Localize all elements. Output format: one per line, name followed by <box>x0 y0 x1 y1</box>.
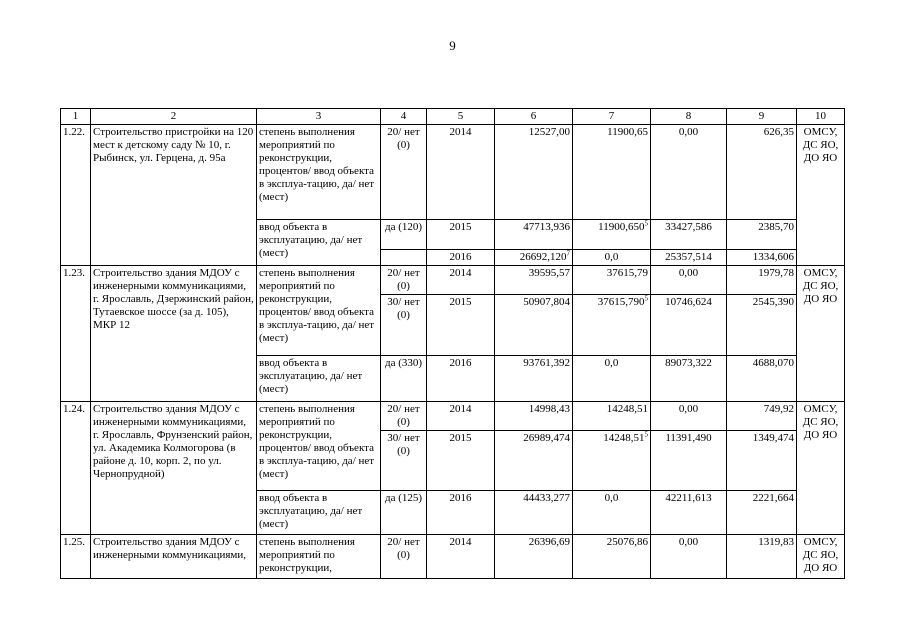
responsible-cell: ОМСУ, ДС ЯО, ДО ЯО <box>797 266 845 402</box>
total-cell: 12527,00 <box>495 125 573 220</box>
column-header: 10 <box>797 109 845 125</box>
indicator-value: 20/ нет (0) <box>381 402 427 431</box>
year-cell: 2014 <box>427 125 495 220</box>
item-name: Строительство здания МДОУ с инженерными коммуникациями, <box>91 535 257 579</box>
local-cell: 2545,390 <box>727 295 797 356</box>
column-header: 1 <box>61 109 91 125</box>
regional-cell: 0,00 <box>651 402 727 431</box>
indicator-value <box>381 250 427 266</box>
local-cell: 1979,78 <box>727 266 797 295</box>
indicator-text: степень выполнения мероприятий по реконструкции, процентов/ ввод объекта в эксплуа-тацию, да/ нет (мест) <box>257 402 381 491</box>
local-cell: 1319,83 <box>727 535 797 579</box>
indicator-value: 30/ нет (0) <box>381 295 427 356</box>
indicator-text: степень выполнения мероприятий по реконструкции, процентов/ ввод объекта в эксплуа-тацию, да/ нет (мест) <box>257 125 381 220</box>
local-cell: 749,92 <box>727 402 797 431</box>
federal-cell: 0,0 <box>573 491 651 535</box>
column-header: 4 <box>381 109 427 125</box>
indicator-text: ввод объекта в эксплуатацию, да/ нет (мест) <box>257 356 381 402</box>
regional-cell: 42211,613 <box>651 491 727 535</box>
regional-cell: 10746,624 <box>651 295 727 356</box>
column-header: 5 <box>427 109 495 125</box>
indicator-text: степень выполнения мероприятий по реконструкции, процентов/ ввод объекта в эксплуа-тацию, да/ нет (мест) <box>257 266 381 356</box>
year-cell: 2016 <box>427 491 495 535</box>
federal-cell: 11900,65 <box>573 125 651 220</box>
regional-cell: 89073,322 <box>651 356 727 402</box>
total-cell: 26692,120$^7$ <box>495 250 573 266</box>
indicator-value: 20/ нет (0) <box>381 266 427 295</box>
total-cell: 50907,804 <box>495 295 573 356</box>
federal-cell: 11900,650$^5$ <box>573 220 651 250</box>
regional-cell: 0,00 <box>651 535 727 579</box>
regional-cell: 0,00 <box>651 266 727 295</box>
column-header: 8 <box>651 109 727 125</box>
total-cell: 14998,43 <box>495 402 573 431</box>
indicator-text: ввод объекта в эксплуатацию, да/ нет (мест) <box>257 220 381 266</box>
responsible-cell: ОМСУ, ДС ЯО, ДО ЯО <box>797 535 845 579</box>
table-row <box>61 125 845 220</box>
year-cell: 2016 <box>427 356 495 402</box>
item-number: 1.23. <box>61 266 91 402</box>
regional-cell: 25357,514 <box>651 250 727 266</box>
total-cell: 44433,277 <box>495 491 573 535</box>
indicator-text: степень выполнения мероприятий по реконструкции, <box>257 535 381 579</box>
federal-cell: 0,0 <box>573 356 651 402</box>
program-table <box>60 108 845 579</box>
table-row <box>61 402 845 431</box>
year-cell: 2014 <box>427 266 495 295</box>
year-cell: 2014 <box>427 535 495 579</box>
regional-cell: 11391,490 <box>651 431 727 491</box>
column-header: 7 <box>573 109 651 125</box>
item-name: Строительство пристройки на 120 мест к детскому саду № 10, г. Рыбинск, ул. Герцена, д. 95а <box>91 125 257 266</box>
year-cell: 2014 <box>427 402 495 431</box>
indicator-text: ввод объекта в эксплуатацию, да/ нет (мест) <box>257 491 381 535</box>
total-cell: 26396,69 <box>495 535 573 579</box>
table-row <box>61 535 845 579</box>
indicator-value: 30/ нет (0) <box>381 431 427 491</box>
header-row <box>61 109 845 125</box>
column-header: 9 <box>727 109 797 125</box>
local-cell: 626,35 <box>727 125 797 220</box>
total-cell: 47713,936 <box>495 220 573 250</box>
year-cell: 2015 <box>427 295 495 356</box>
responsible-cell: ОМСУ, ДС ЯО, ДО ЯО <box>797 402 845 535</box>
year-cell: 2015 <box>427 220 495 250</box>
federal-cell: 0,0 <box>573 250 651 266</box>
item-number: 1.25. <box>61 535 91 579</box>
indicator-value: 20/ нет (0) <box>381 535 427 579</box>
local-cell: 1349,474 <box>727 431 797 491</box>
local-cell: 4688,070 <box>727 356 797 402</box>
item-name: Строительство здания МДОУ с инженерными коммуникациями, г. Ярославль, Фрунзенский район, ул. Академика Колмогорова (в районе д. 10, корп. 2, по ул. Чернопрудной) <box>91 402 257 535</box>
federal-cell: 25076,86 <box>573 535 651 579</box>
local-cell: 1334,606 <box>727 250 797 266</box>
local-cell: 2221,664 <box>727 491 797 535</box>
total-cell: 26989,474 <box>495 431 573 491</box>
column-header: 3 <box>257 109 381 125</box>
federal-cell: 14248,51 <box>573 402 651 431</box>
indicator-value: да (120) <box>381 220 427 250</box>
item-name: Строительство здания МДОУ с инженерными коммуникациями, г. Ярославль, Дзержинский район, Тутаевское шоссе (за д. 105), МКР 12 <box>91 266 257 402</box>
local-cell: 2385,70 <box>727 220 797 250</box>
column-header: 6 <box>495 109 573 125</box>
year-cell: 2016 <box>427 250 495 266</box>
indicator-value: 20/ нет (0) <box>381 125 427 220</box>
item-number: 1.24. <box>61 402 91 535</box>
regional-cell: 0,00 <box>651 125 727 220</box>
year-cell: 2015 <box>427 431 495 491</box>
page-number: 9 <box>449 38 456 53</box>
federal-cell: 37615,79 <box>573 266 651 295</box>
responsible-cell: ОМСУ, ДС ЯО, ДО ЯО <box>797 125 845 266</box>
column-header: 2 <box>91 109 257 125</box>
indicator-value: да (125) <box>381 491 427 535</box>
regional-cell: 33427,586 <box>651 220 727 250</box>
table-row <box>61 266 845 295</box>
total-cell: 39595,57 <box>495 266 573 295</box>
item-number: 1.22. <box>61 125 91 266</box>
federal-cell: 14248,51$^5$ <box>573 431 651 491</box>
indicator-value: да (330) <box>381 356 427 402</box>
federal-cell: 37615,790$^5$ <box>573 295 651 356</box>
total-cell: 93761,392 <box>495 356 573 402</box>
